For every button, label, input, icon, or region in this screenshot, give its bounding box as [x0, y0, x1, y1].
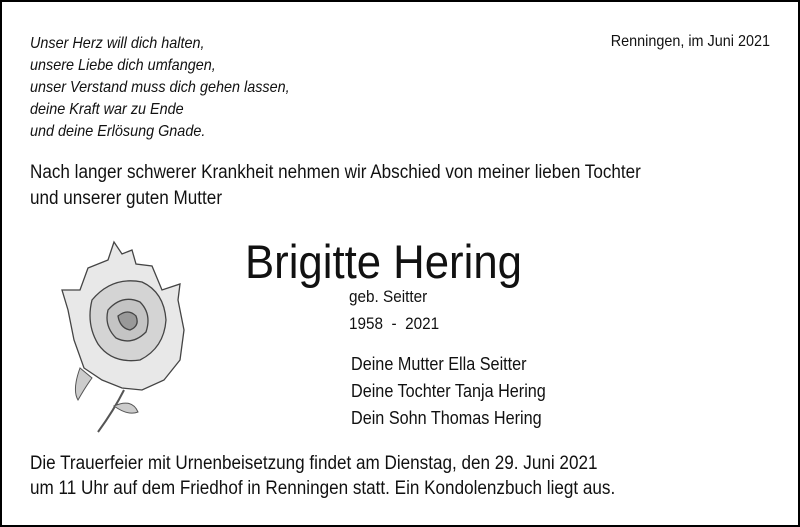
poem-line: deine Kraft war zu Ende — [30, 101, 184, 118]
place-date: Renningen, im Juni 2021 — [610, 33, 770, 50]
birth-name: geb. Seitter — [349, 287, 428, 306]
family-member: Deine Mutter Ella Seitter — [351, 354, 527, 374]
life-years: 1958 - 2021 — [349, 314, 440, 333]
poem-line: unsere Liebe dich umfangen, — [30, 57, 216, 74]
poem-line: unser Verstand muss dich gehen lassen, — [30, 79, 290, 96]
intro-line: Nach langer schwerer Krankheit nehmen wir Abschied von meiner lieben Tochter — [30, 162, 641, 183]
family-member: Deine Tochter Tanja Hering — [351, 381, 546, 401]
intro-line: und unserer guten Mutter — [30, 188, 223, 209]
deceased-name: Brigitte Hering — [245, 235, 522, 288]
poem-line: und deine Erlösung Gnade. — [30, 123, 206, 140]
service-line: Die Trauerfeier mit Urnenbeisetzung findet am Dienstag, den 29. Juni 2021 — [30, 453, 598, 474]
family-member: Dein Sohn Thomas Hering — [351, 408, 542, 428]
poem-line: Unser Herz will dich halten, — [30, 35, 205, 52]
rose-illustration — [52, 240, 224, 435]
service-line: um 11 Uhr auf dem Friedhof in Renningen statt. Ein Kondolenzbuch liegt aus. — [30, 478, 616, 499]
